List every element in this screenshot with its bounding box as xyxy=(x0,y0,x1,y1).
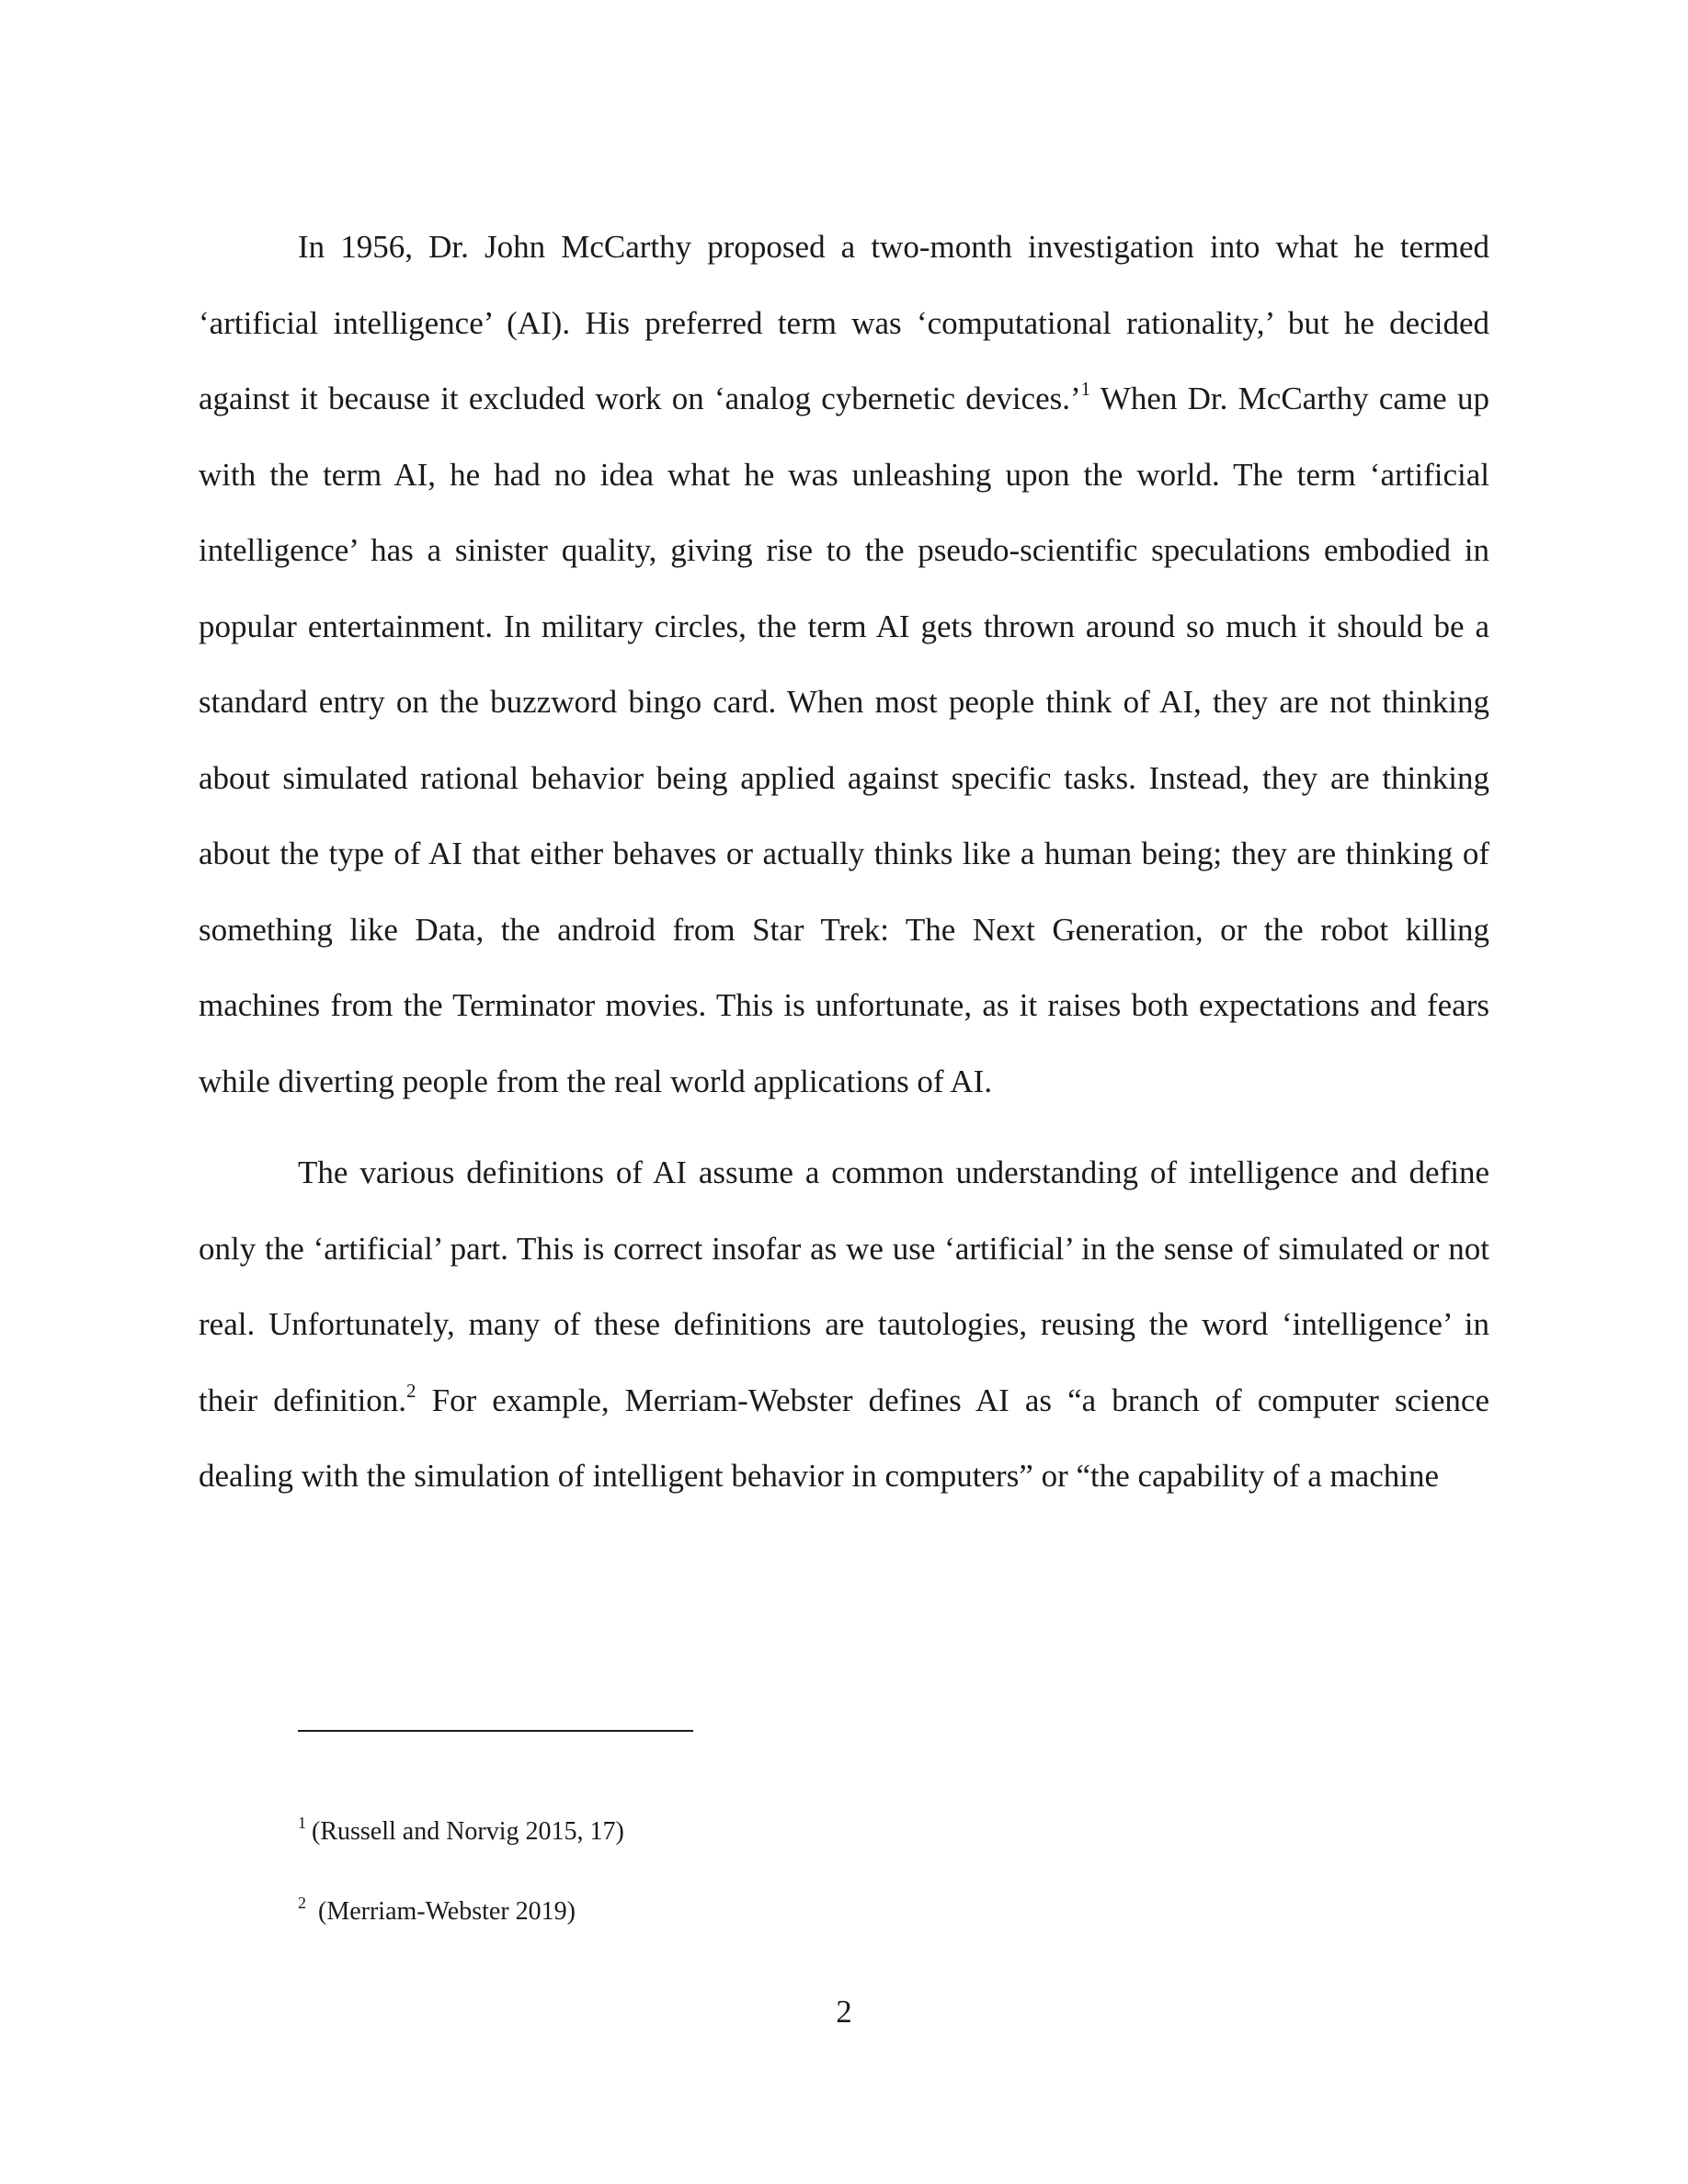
footnote-2-text: (Merriam-Webster 2019) xyxy=(312,1897,576,1926)
paragraph-2 xyxy=(199,1135,1489,1515)
paragraph-1 xyxy=(199,210,1489,1120)
footnote-1-mark: 1 xyxy=(298,1814,306,1832)
paragraph-1-text-b: When Dr. McCarthy came up with the term AI, he had no idea what he was unleashing upon the world. The term ‘artificial intelligence’ has a sinister quality, giving rise to the pseudo-scientific speculations embodied in popular entertainment. In military circles, the term AI gets thrown around so much it should be a standard entry on the buzzword bingo card. When most people think of AI, they are not thinking about simulated rational behavior being applied against specific tasks. Instead, they are thinking about the type of AI that either behaves or actually thinks like a human being; they are thinking of something like Data, the android from Star Trek: The Next Generation, or the robot killing machines from the Terminator movies. This is unfortunate, as it raises both expectations and fears while diverting people from the real world applications of AI. xyxy=(199,381,1489,1099)
footnote-ref-2: 2 xyxy=(406,1379,416,1402)
footnote-1-text: (Russell and Norvig 2015, 17) xyxy=(312,1817,624,1846)
footnote-2-mark: 2 xyxy=(298,1894,306,1912)
paragraph-2-text-a: The various definitions of AI assume a common understanding of intelligence and define only the ‘artificial’ part. This is correct insofar as we use ‘artificial’ in the sense of simulated or not real. Unfortunately, many of these definitions are tautologies, reusing the word ‘intelligence’ in their definition. xyxy=(199,1155,1489,1418)
body-text xyxy=(199,210,1489,1515)
page-number: 2 xyxy=(836,1994,852,2030)
footnote-separator xyxy=(298,1730,693,1732)
footnote-2 xyxy=(298,1896,576,1928)
paragraph-2-text-b: For example, Merriam-Webster defines AI as “a branch of computer science dealing with the simulation of intelligent behavior in computers” or “the capability of a machine xyxy=(199,1382,1489,1494)
footnote-ref-1: 1 xyxy=(1080,378,1091,400)
paragraph-1-text-a: In 1956, Dr. John McCarthy proposed a two-month investigation into what he termed ‘artificial intelligence’ (AI). His preferred term was ‘computational rationality,’ but he decided against it because it excluded work on ‘analog cybernetic devices.’ xyxy=(199,229,1489,416)
footnote-1 xyxy=(298,1816,624,1848)
